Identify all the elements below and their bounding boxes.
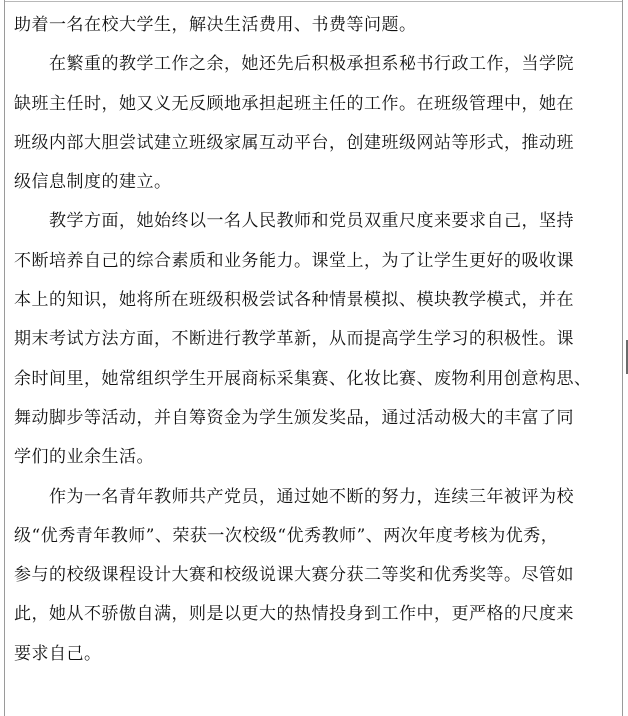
page-top-border	[4, 1, 623, 2]
document-body[interactable]	[14, 6, 618, 674]
page-left-border	[4, 0, 5, 716]
text-line: 舞动脚步等活动，并自筹资金为学生颁发奖品，通过活动极大的丰富了同	[14, 407, 574, 428]
text-line: 学们的业余生活。	[14, 447, 154, 468]
text-line: 班级内部大胆尝试建立班级家属互动平台，创建班级网站等形式，推动班	[14, 132, 574, 153]
page-right-border	[622, 0, 623, 716]
text-line: 不断培养自己的综合素质和业务能力。课堂上，为了让学生更好的吸收课	[14, 250, 574, 271]
text-line: 级“优秀青年教师”、荣获一次校级“优秀教师”、两次年度考核为优秀，	[14, 525, 559, 546]
text-line: 参与的校级课程设计大赛和校级说课大赛分获二等奖和优秀奖等。尽管如	[14, 565, 574, 586]
text-line: 期末考试方法方面，不断进行教学革新，从而提高学生学习的积极性。课	[14, 329, 574, 350]
text-line: 缺班主任时，她又义无反顾地承担起班主任的工作。在班级管理中，她在	[14, 93, 574, 114]
text-line: 作为一名青年教师共产党员，通过她不断的努力，连续三年被评为校	[49, 486, 574, 507]
text-line: 要求自己。	[14, 643, 102, 664]
text-line: 此，她从不骄傲自满，则是以更大的热情投身到工作中，更严格的尺度来	[14, 604, 574, 625]
text-line: 教学方面，她始终以一名人民教师和党员双重尺度来要求自己，坚持	[49, 211, 574, 232]
text-line: 本上的知识，她将所在班级积极尝试各种情景模拟、模块教学模式，并在	[14, 290, 574, 311]
text-line: 级信息制度的建立。	[14, 172, 172, 193]
text-line: 助着一名在校大学生，解决生活费用、书费等问题。	[14, 15, 417, 35]
text-line: 在繁重的教学工作之余，她还先后积极承担系秘书行政工作，当学院	[49, 54, 574, 75]
text-line: 余时间里，她常组织学生开展商标采集赛、化妆比赛、废物利用创意构思、	[14, 368, 592, 389]
